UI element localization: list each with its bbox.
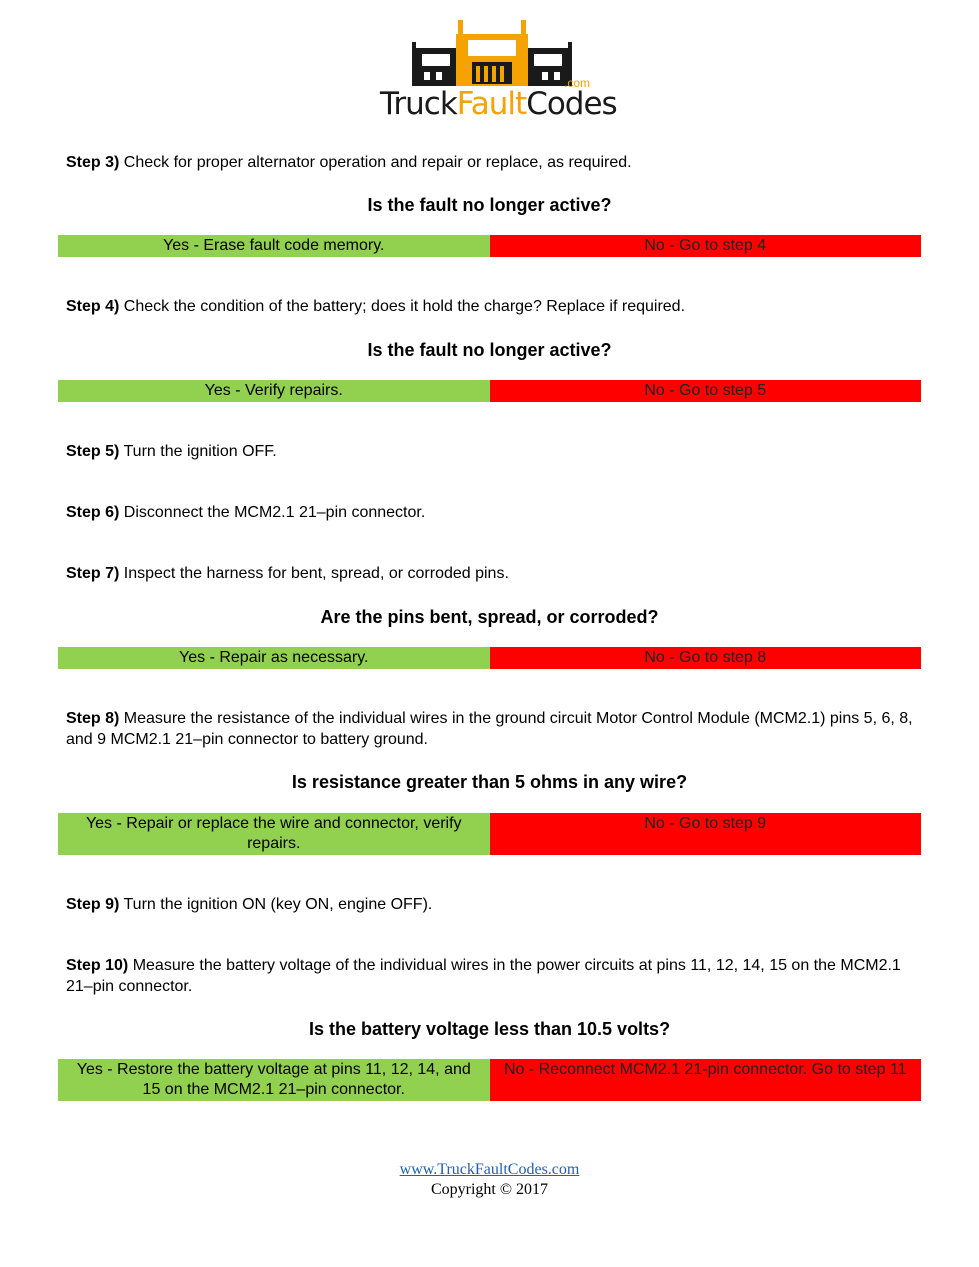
step-7: Step 7) Inspect the harness for bent, spread, or corroded pins.: [66, 565, 509, 582]
footer: [0, 1160, 979, 1200]
footer-link[interactable]: www.TruckFaultCodes.com: [399, 1161, 580, 1178]
step-8: Step 8) Measure the resistance of the individual wires in the ground circuit Motor Control Module (MCM2.1) pins 5, 6, 8, and 9 MCM2.1 21–pin connector to battery ground.: [66, 710, 913, 748]
question-5: Is the battery voltage less than 10.5 volts?: [308, 1019, 671, 1039]
answer-no: No - Go to step 5: [490, 380, 922, 402]
step-10: Step 10) Measure the battery voltage of the individual wires in the power circuits at pins 11, 12, 14, 15 on the MCM2.1 21–pin connector.: [66, 957, 901, 995]
question-4: Is resistance greater than 5 ohms in any wire?: [291, 772, 688, 792]
logo-wordmark: TruckFaultCodes: [380, 86, 617, 122]
answer-yes: Yes - Repair or replace the wire and connector, verify repairs.: [58, 813, 490, 855]
step-4: Step 4) Check the condition of the battery; does it hold the charge? Replace if required.: [66, 298, 686, 315]
answer-no: No - Reconnect MCM2.1 21-pin connector. Go to step 11: [490, 1059, 922, 1101]
answer-row-5: [58, 1059, 921, 1101]
answer-yes: Yes - Restore the battery voltage at pins 11, 12, 14, and 15 on the MCM2.1 21–pin connector.: [58, 1059, 490, 1101]
step-6: Step 6) Disconnect the MCM2.1 21–pin connector.: [66, 504, 426, 521]
question-3: Are the pins bent, spread, or corroded?: [320, 607, 659, 627]
answer-yes: Yes - Repair as necessary.: [58, 647, 490, 669]
step-3: Step 3) Check for proper alternator operation and repair or replace, as required.: [66, 154, 632, 171]
answer-yes: Yes - Verify repairs.: [58, 380, 490, 402]
answer-row-3: [58, 647, 921, 669]
truckfaultcodes-logo: [372, 20, 617, 130]
step-9: Step 9) Turn the ignition ON (key ON, engine OFF).: [66, 896, 433, 913]
step-5: Step 5) Turn the ignition OFF.: [66, 443, 277, 460]
answer-row-4: [58, 813, 921, 855]
question-2: Is the fault no longer active?: [367, 340, 612, 360]
answer-no: No - Go to step 4: [490, 235, 922, 257]
answer-yes: Yes - Erase fault code memory.: [58, 235, 490, 257]
answer-row-2: [58, 380, 921, 402]
footer-copyright: Copyright © 2017: [430, 1181, 549, 1198]
logo-com: .com: [564, 76, 591, 90]
answer-no: No - Go to step 8: [490, 647, 922, 669]
answer-no: No - Go to step 9: [490, 813, 922, 855]
question-1: Is the fault no longer active?: [367, 195, 612, 215]
answer-row-1: [58, 235, 921, 257]
